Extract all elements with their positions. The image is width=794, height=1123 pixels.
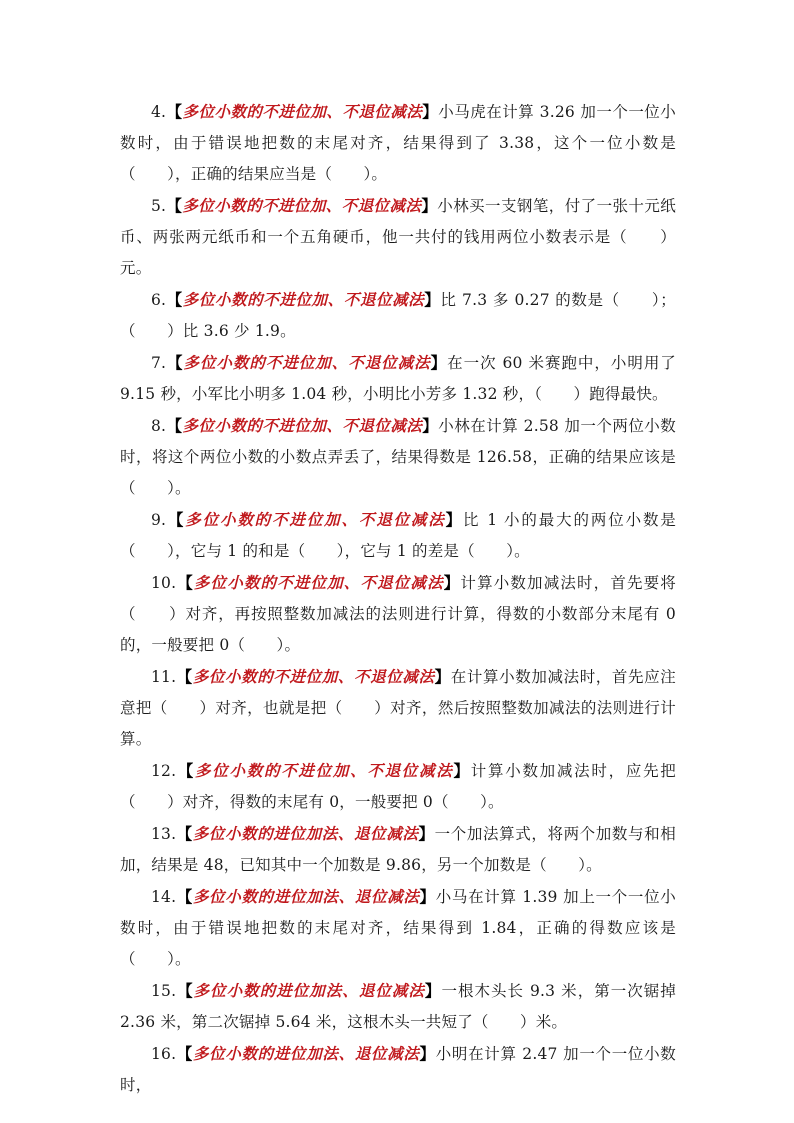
topic-tag: 多位小数的不进位加、不退位减法 xyxy=(182,102,423,121)
topic-tag: 多位小数的不进位加、不退位减法 xyxy=(182,416,423,435)
question-number: 14. xyxy=(151,888,177,906)
question-text: 小林在计算 2.58 加一个两位小数时，将这个两位小数的小数点弄丢了，结果得数是 126.58，正确的结果应该是（ ）。 xyxy=(120,417,676,497)
question-text: 小明在计算 2.47 加一个一位小数时， xyxy=(120,1045,676,1094)
question-number: 6. xyxy=(151,291,167,309)
question-15: 15.【多位小数的进位加法、退位减法】一根木头长 9.3 米，第一次锯掉 2.36 米，第二次锯掉 5.64 米，这根木头一共短了（ ）米。 xyxy=(120,981,677,1031)
question-text: 在一次 60 米赛跑中，小明用了 9.15 秒，小军比小明多 1.04 秒，小明比小芳多 1.32 秒，（ ）跑得最快。 xyxy=(120,354,677,403)
question-9: 9.【多位小数的不进位加、不退位减法】比 1 小的最大的两位小数是（ ），它与 1 的和是（ ），它与 1 的差是（ ）。 xyxy=(120,510,677,560)
question-4: 4.【多位小数的不进位加、不退位减法】小马虎在计算 3.26 加一个一位小数时，由于错误地把数的末尾对齐，结果得到了 3.38，这个一位小数是（ ），正确的结果应当是（ ）。 xyxy=(120,102,676,183)
question-number: 9. xyxy=(151,511,167,529)
topic-tag: 多位小数的进位加法、退位减法 xyxy=(192,887,420,906)
question-number: 13. xyxy=(151,825,177,843)
question-number: 15. xyxy=(151,982,177,1000)
question-text: 比 1 小的最大的两位小数是（ ），它与 1 的和是（ ），它与 1 的差是（ ）。 xyxy=(120,511,677,560)
topic-tag: 多位小数的进位加法、退位减法 xyxy=(192,1044,420,1063)
question-12: 12.【多位小数的不进位加、不退位减法】计算小数加减法时，应先把（ ）对齐，得数的末尾有 0，一般要把 0（ ）。 xyxy=(120,761,676,811)
question-text: 小马虎在计算 3.26 加一个一位小数时，由于错误地把数的末尾对齐，结果得到了 3.38，这个一位小数是（ ），正确的结果应当是（ ）。 xyxy=(120,103,676,183)
question-text: 小林买一支钢笔，付了一张十元纸币、两张两元纸币和一个五角硬币，他一共付的钱用两位小数表示是（ ）元。 xyxy=(120,197,676,277)
question-text: 比 7.3 多 0.27 的数是（ ）；（ ）比 3.6 少 1.9。 xyxy=(120,291,676,340)
topic-tag: 多位小数的不进位加、不退位减法 xyxy=(183,353,431,372)
question-number: 4. xyxy=(151,103,167,121)
question-11: 11.【多位小数的不进位加、不退位减法】在计算小数加减法时，首先应注意把（ ）对齐，也就是把（ ）对齐，然后按照整数加减法的法则进行计算。 xyxy=(120,667,676,748)
question-text: 在计算小数加减法时，首先应注意把（ ）对齐，也就是把（ ）对齐，然后按照整数加减法的法则进行计算。 xyxy=(120,668,676,748)
topic-tag: 多位小数的不进位加、不退位减法 xyxy=(182,290,425,309)
topic-tag: 多位小数的不进位加、不退位减法 xyxy=(182,196,422,215)
question-text: 一个加法算式，将两个加数与和相加，结果是 48，已知其中一个加数是 9.86，另一个加数是（ ）。 xyxy=(120,825,676,874)
question-16: 16.【多位小数的进位加法、退位减法】小明在计算 2.47 加一个一位小数时， xyxy=(120,1044,676,1094)
question-number: 16. xyxy=(151,1045,177,1063)
worksheet-page xyxy=(120,96,676,1101)
question-number: 5. xyxy=(151,197,167,215)
question-14: 14.【多位小数的进位加法、退位减法】小马在计算 1.39 加上一个一位小数时，由于错误地把数的末尾对齐，结果得到 1.84，正确的得数应该是（ ）。 xyxy=(120,887,676,968)
question-text: 一根木头长 9.3 米，第一次锯掉 2.36 米，第二次锯掉 5.64 米，这根木头一共短了（ ）米。 xyxy=(120,982,677,1031)
topic-tag: 多位小数的不进位加、不退位减法 xyxy=(195,761,454,780)
question-8: 8.【多位小数的不进位加、不退位减法】小林在计算 2.58 加一个两位小数时，将这个两位小数的小数点弄丢了，结果得数是 126.58，正确的结果应该是（ ）。 xyxy=(120,416,676,497)
question-text: 计算小数加减法时，应先把（ ）对齐，得数的末尾有 0，一般要把 0（ ）。 xyxy=(120,762,676,811)
topic-tag: 多位小数的进位加法、退位减法 xyxy=(192,824,419,843)
topic-tag: 多位小数的不进位加、不退位减法 xyxy=(192,667,435,686)
question-10: 10.【多位小数的不进位加、不退位减法】计算小数加减法时，首先要将（ ）对齐，再按照整数加减法的法则进行计算，得数的小数部分末尾有 0 的，一般要把 0（ ）。 xyxy=(120,573,677,654)
question-7: 7.【多位小数的不进位加、不退位减法】在一次 60 米赛跑中，小明用了 9.15 秒，小军比小明多 1.04 秒，小明比小芳多 1.32 秒，（ ）跑得最快。 xyxy=(120,353,677,403)
topic-tag: 多位小数的不进位加、不退位减法 xyxy=(185,510,446,529)
question-number: 11. xyxy=(151,668,177,686)
question-number: 8. xyxy=(151,417,167,435)
topic-tag: 多位小数的不进位加、不退位减法 xyxy=(193,573,444,592)
question-5: 5.【多位小数的不进位加、不退位减法】小林买一支钢笔，付了一张十元纸币、两张两元纸币和一个五角硬币，他一共付的钱用两位小数表示是（ ）元。 xyxy=(120,196,676,277)
question-13: 13.【多位小数的进位加法、退位减法】一个加法算式，将两个加数与和相加，结果是 48，已知其中一个加数是 9.86，另一个加数是（ ）。 xyxy=(120,824,676,874)
topic-tag: 多位小数的进位加法、退位减法 xyxy=(193,981,425,1000)
question-number: 12. xyxy=(151,762,177,780)
question-text: 计算小数加减法时，首先要将（ ）对齐，再按照整数加减法的法则进行计算，得数的小数部分末尾有 0 的，一般要把 0（ ）。 xyxy=(120,574,677,654)
question-number: 10. xyxy=(151,574,177,592)
question-6: 6.【多位小数的不进位加、不退位减法】比 7.3 多 0.27 的数是（ ）；（ ）比 3.6 少 1.9。 xyxy=(120,290,676,340)
question-text: 小马在计算 1.39 加上一个一位小数时，由于错误地把数的末尾对齐，结果得到 1.84，正确的得数应该是（ ）。 xyxy=(120,888,676,968)
question-number: 7. xyxy=(151,354,167,372)
